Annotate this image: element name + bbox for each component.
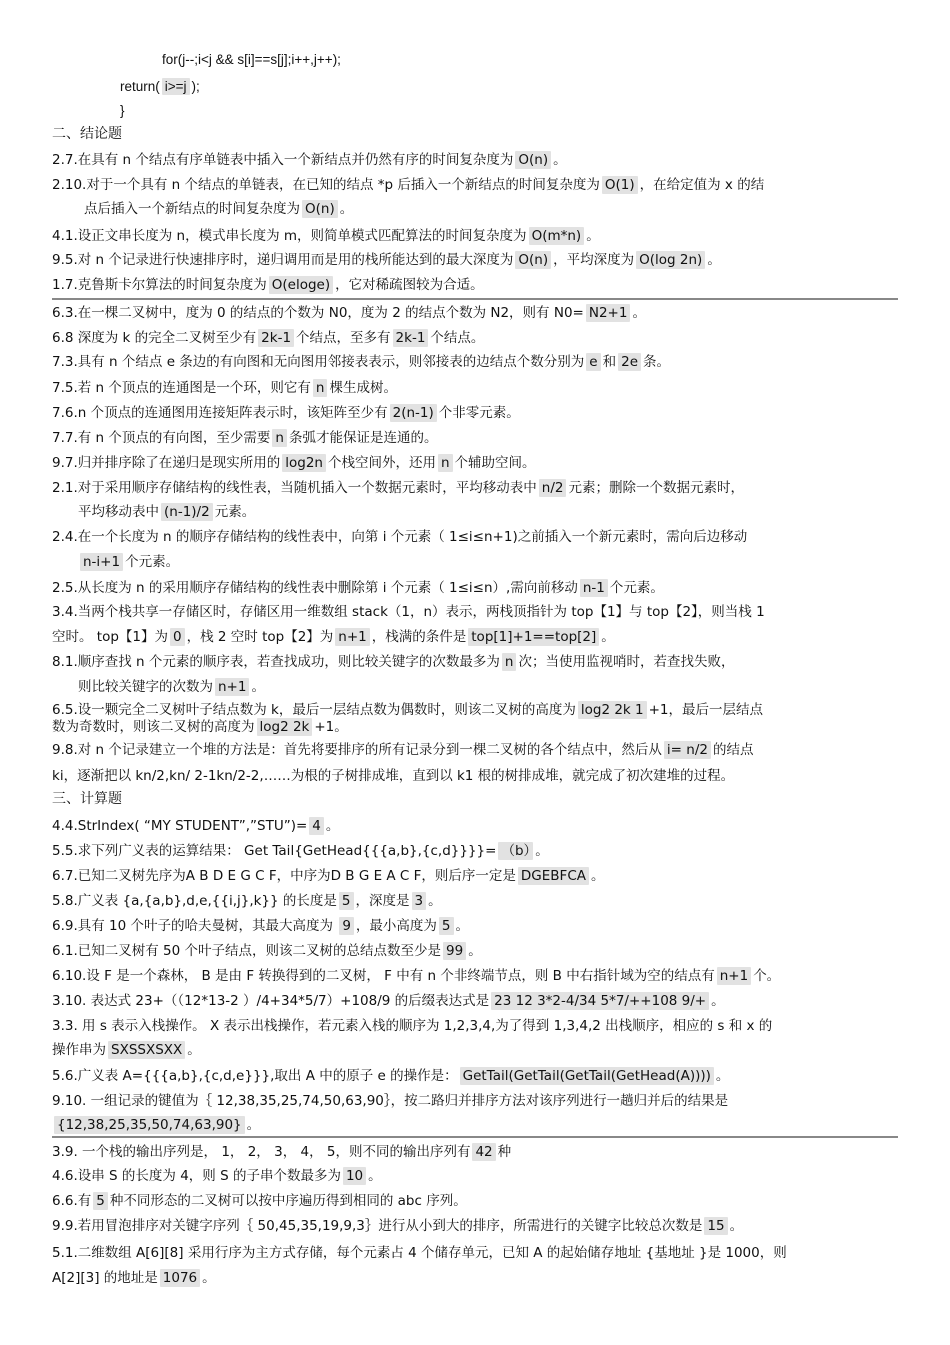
answer-blank: 2k-1 [258, 329, 294, 347]
question-text: 操作串为 [52, 1042, 106, 1058]
answer-blank: N2+1 [586, 304, 631, 322]
question-text: 。 [729, 1218, 744, 1234]
question-text: 6.5.设一颗完全二叉树叶子结点数为 k，最后一层结点数为偶数时，则该二叉树的高度为 [52, 702, 576, 718]
question-line [52, 627, 615, 647]
question-line [52, 1216, 743, 1236]
question-text: 个元素。 [609, 580, 664, 596]
question-text: 种不同形态的二叉树可以按中序遍历得到相同的 abc 序列。 [109, 1193, 467, 1209]
question-text: 5.5.求下列广义表的运算结果： Get Tail{GetHead{{{a,b},{c,d}}}}= [52, 843, 497, 859]
question-text: 7.3.具有 n 个结点 e 条边的有向图和无向图用邻接表表示，则邻接表的边结点个数分别为 [52, 354, 585, 370]
question-text: 6.8 深度为 k 的完全二叉树至少有 [52, 330, 257, 346]
question-text: 的结点 [712, 742, 754, 758]
question-text: 5.6.广义表 A={{{a,b},{c,d,e}}},取出 A 中的原子 e 的操作是： [52, 1068, 458, 1084]
answer-blank: 5 [439, 917, 454, 935]
answer-blank: n/2 [539, 479, 567, 497]
question-text: 2.7.在具有 n 个结点有序单链表中插入一个新结点并仍然有序的时间复杂度为 [52, 152, 514, 168]
question-line [52, 275, 484, 295]
answer-blank: (n-1)/2 [161, 503, 213, 521]
question-text: 9.7.归并排序除了在递归是现实所用的 [52, 455, 281, 471]
section-heading-conclusion: 二、结论题 [52, 126, 122, 142]
question-text: 2.10.对于一个具有 n 个结点的单链表，在已知的结点 *p 后插入一个新结点的时间复杂度为 [52, 177, 600, 193]
answer-blank: SXSSXSXX [108, 1041, 185, 1059]
question-text: 条。 [643, 354, 671, 370]
question-text: A[2][3] 的地址是 [52, 1270, 158, 1286]
answer-blank: 2k-1 [393, 329, 429, 347]
question-line [52, 328, 484, 348]
answer-blank: n-i+1 [80, 553, 123, 571]
question-text: ，最小高度为 [355, 918, 437, 934]
question-text: 。 [632, 305, 646, 321]
question-line [52, 1243, 787, 1263]
answer-blank: 0 [170, 628, 185, 646]
question-line [52, 740, 753, 760]
question-line [52, 378, 397, 398]
answer-blank: n [502, 653, 517, 671]
question-line [52, 175, 764, 195]
question-text: 。 [187, 1042, 201, 1058]
answer-blank: （b） [498, 842, 533, 860]
question-line [52, 150, 567, 170]
answer-blank: 5 [339, 892, 354, 910]
answer-blank: n [438, 454, 453, 472]
question-text: 。 [368, 1168, 382, 1184]
question-text: 9.8.对 n 个记录建立一个堆的方法是：首先将要排序的所有记录分到一棵二叉树的各个结点中，然后从 [52, 742, 662, 758]
question-text: 6.1.已知二叉树有 50 个叶子结点，则该二叉树的总结点数至少是 [52, 943, 442, 959]
answer-blank: 23 12 3*2-4/34 5*7/++108 9/+ [491, 992, 709, 1010]
question-text: 条弧才能保证是连通的。 [288, 430, 438, 446]
answer-blank: O(eloge) [269, 276, 333, 294]
question-line [52, 527, 747, 547]
question-line [52, 1115, 260, 1135]
answer-blank: log2n [282, 454, 326, 472]
question-text: ，栈满的条件是 [371, 629, 467, 645]
question-text: 。 [715, 1068, 730, 1084]
question-text: 7.6.n 个顶点的连通图用连接矩阵表示时，该矩阵至少有 [52, 405, 388, 421]
question-text: +1。 [314, 719, 348, 735]
question-text: 数为奇数时，则该二叉树的高度为 [52, 719, 255, 735]
question-text: 2.1.对于采用顺序存储结构的线性表，当随机插入一个数据元素时，平均移动表中 [52, 480, 537, 496]
question-text: 6.9.具有 10 个叶子的哈夫曼树，其最大高度为 [52, 918, 338, 934]
question-text: 1.7.克鲁斯卡尔算法的时间复杂度为 [52, 277, 267, 293]
question-text: 8.1.顺序查找 n 个元素的顺序表，若查找成功，则比较关键字的次数最多为 [52, 654, 500, 670]
answer-blank: 9 [339, 917, 354, 935]
answer-blank: 4 [309, 817, 324, 835]
question-text: 个结点，至多有 [296, 330, 391, 346]
question-text: 。 [590, 868, 605, 884]
question-text: 6.6.有 [52, 1193, 92, 1209]
answer-blank: i= n/2 [664, 741, 711, 759]
question-text: 6.3.在一棵二叉树中，度为 0 的结点的个数为 N0，度为 2 的结点个数为 N2，则有 N0= [52, 305, 584, 321]
answer-blank: n+1 [717, 967, 751, 985]
answer-blank: GetTail(GetTail(GetTail(GetHead(A)))) [460, 1067, 714, 1085]
question-text: 个栈空间外，还用 [328, 455, 436, 471]
question-text: 。 [246, 1117, 261, 1133]
question-line [52, 1268, 216, 1288]
answer-blank: 2(n-1) [390, 404, 437, 422]
answer-blank: O(n) [515, 151, 551, 169]
question-text: 元素。 [214, 504, 256, 520]
question-text: ki，逐渐把以 kn/2,kn/ 2-1kn/2-2,……为根的子树排成堆，直到以 k1 根的树排成堆，就完成了初次建堆的过程。 [52, 768, 735, 784]
answer-blank: i>=j [162, 78, 190, 95]
question-text: ，在给定值为 x 的结 [639, 177, 765, 193]
question-line [52, 428, 437, 448]
question-text: 则比较关键字的次数为 [78, 679, 213, 695]
question-line [52, 991, 725, 1011]
question-line [52, 602, 765, 622]
answer-blank: DGEBFCA [518, 867, 589, 885]
answer-blank: n+1 [335, 628, 369, 646]
answer-blank: log2 2k 1 [578, 701, 647, 719]
question-text: 棵生成树。 [329, 380, 397, 396]
question-line [78, 677, 265, 697]
question-text: 5.1.二维数组 A[6][8] 采用行序为主方式存储，每个元素占 4 个储存单元，已知 A 的起始储存地址 {基地址 }是 1000，则 [52, 1245, 787, 1261]
question-line [52, 250, 721, 270]
question-line [78, 552, 179, 572]
question-line [52, 816, 339, 836]
question-text: 个。 [753, 968, 781, 984]
question-line [52, 352, 670, 372]
question-line [52, 1040, 201, 1060]
question-line [52, 916, 469, 936]
question-line [52, 966, 780, 986]
question-text: 。 [707, 252, 721, 268]
answer-blank: O(n) [515, 251, 551, 269]
question-text: 9.9.若用冒泡排序对关键字序列｛ 50,45,35,19,9,3｝进行从小到大的排序，所需进行的关键字比较总次数是 [52, 1218, 703, 1234]
question-text: 。 [202, 1270, 216, 1286]
answer-blank: 2e [618, 353, 641, 371]
question-text: 平均移动表中 [78, 504, 159, 520]
question-text: 5.8.广义表 {a,{a,b},d,e,{{i,j},k}} 的长度是 [52, 893, 337, 909]
answer-blank: O(m*n) [529, 227, 585, 245]
answer-blank: top[1]+1==top[2] [468, 628, 599, 646]
question-text: 。 [428, 893, 442, 909]
question-line [52, 841, 549, 861]
question-text: 。 [468, 943, 482, 959]
question-text: 。 [535, 843, 549, 859]
answer-blank: 1076 [160, 1269, 200, 1287]
question-line [52, 891, 442, 911]
question-text: 。 [251, 679, 265, 695]
question-text: +1，最后一层结点 [648, 702, 764, 718]
answer-blank: 3 [412, 892, 427, 910]
question-line [52, 1166, 382, 1186]
question-text: 个辅助空间。 [454, 455, 536, 471]
question-line [52, 717, 348, 737]
question-text: 7.7.有 n 个顶点的有向图，至少需要 [52, 430, 271, 446]
question-line [52, 1016, 772, 1036]
section-divider [52, 1136, 898, 1138]
answer-blank: n-1 [580, 579, 608, 597]
question-text: 。 [325, 818, 340, 834]
question-line [52, 303, 646, 323]
question-text: ，平均深度为 [553, 252, 635, 268]
answer-blank: e [586, 353, 600, 371]
answer-blank: log2 2k [257, 718, 313, 736]
question-line [52, 226, 600, 246]
code-return-line [120, 77, 200, 97]
answer-blank: 15 [704, 1217, 727, 1235]
question-line [52, 766, 734, 786]
question-text: ，栈 2 空时 top【2】为 [186, 629, 334, 645]
answer-blank: n [272, 429, 287, 447]
question-line [52, 453, 536, 473]
answer-blank: O(log 2n) [636, 251, 705, 269]
question-text: 空时。 top【1】为 [52, 629, 169, 645]
question-text: 。 [601, 629, 615, 645]
question-text: 2.5.从长度为 n 的采用顺序存储结构的线性表中删除第 i 个元素（ 1≤i≤n）,需向前移动 [52, 580, 578, 596]
question-text: 次；当使用监视哨时，若查找失败， [518, 654, 735, 670]
answer-blank: 5 [93, 1192, 108, 1210]
question-text: 。 [553, 152, 567, 168]
question-text: 。 [586, 228, 600, 244]
question-line [52, 866, 604, 886]
question-text: 个非零元素。 [438, 405, 520, 421]
question-text: 。 [711, 993, 725, 1009]
answer-blank: 10 [343, 1167, 366, 1185]
question-text: 和 [602, 354, 617, 370]
answer-blank: {12,38,25,35,50,74,63,90} [54, 1116, 245, 1134]
question-text: 。 [455, 918, 469, 934]
question-text: 9.5.对 n 个记录进行快速排序时，递归调用而是用的栈所能达到的最大深度为 [52, 252, 514, 268]
question-text: 3.4.当两个栈共享一存储区时，存储区用一维数组 stack（1，n）表示，两栈顶指针为 top【1】与 top【2】，则当栈 1 [52, 604, 765, 620]
question-text: 3.10. 表达式 23+（（12*13-2 ）/4+34*5/7）+108/9 的后缀表达式是 [52, 993, 490, 1009]
question-line [52, 1066, 729, 1086]
question-text: 6.7.已知二叉树先序为A B D E G C F，中序为D B G E A C F，则后序一定是 [52, 868, 516, 884]
question-line [52, 1091, 728, 1111]
question-line [52, 1142, 511, 1162]
code-return-suffix: ); [191, 79, 200, 94]
answer-blank: 42 [472, 1143, 495, 1161]
answer-blank: O(1) [602, 176, 638, 194]
question-text: 。 [339, 201, 354, 217]
question-text: 个结点。 [430, 330, 485, 346]
question-text: 2.4.在一个长度为 n 的顺序存储结构的线性表中，向第 i 个元素（ 1≤i≤n+1)之前插入一个新元素时，需向后边移动 [52, 529, 748, 545]
section-divider [52, 298, 898, 300]
question-text: 元素；删除一个数据元素时， [568, 480, 744, 496]
answer-blank: 99 [443, 942, 466, 960]
question-text: 种 [497, 1144, 512, 1160]
question-text: 4.4.StrIndex( “MY STUDENT”,”STU”)= [52, 818, 308, 834]
question-text: 点后插入一个新结点的时间复杂度为 [84, 201, 300, 217]
answer-blank: n+1 [215, 678, 249, 696]
code-return-prefix: return( [120, 79, 160, 94]
question-text: 7.5.若 n 个顶点的连通图是一个环，则它有 [52, 380, 311, 396]
question-line [52, 578, 664, 598]
question-line [78, 502, 255, 522]
question-line [52, 1191, 467, 1211]
question-text: 个元素。 [125, 554, 180, 570]
section-heading-calculation: 三、计算题 [52, 791, 122, 807]
question-text: 6.10.设 F 是一个森林， B 是由 F 转换得到的二叉树， F 中有 n 个非终端节点，则 B 中右指针域为空的结点有 [52, 968, 715, 984]
question-line [52, 478, 744, 498]
answer-blank: O(n) [302, 200, 338, 218]
answer-blank: n [313, 379, 328, 397]
question-text: 3.3. 用 s 表示入栈操作。 X 表示出栈操作，若元素入栈的顺序为 1,2,3,4,为了得到 1,3,4,2 出栈顺序，相应的 s 和 x 的 [52, 1018, 773, 1034]
code-for-line: for(j--;i<j && s[i]==s[j];i++,j++); [162, 52, 341, 67]
code-close-brace: } [120, 103, 125, 118]
question-line [52, 652, 734, 672]
question-text: 3.9. 一个栈的输出序列是， 1， 2， 3， 4， 5，则不同的输出序列有 [52, 1144, 471, 1160]
question-line [52, 941, 482, 961]
question-text: ，深度是 [355, 893, 410, 909]
question-text: 9.10. 一组记录的键值为｛ 12,38,35,25,74,50,63,90｝，按二路归并排序方法对该序列进行一趟归并后的结果是 [52, 1093, 729, 1109]
question-text: ，它对稀疏图较为合适。 [335, 277, 484, 293]
question-line [84, 199, 353, 219]
question-text: 4.1.设正文串长度为 n，模式串长度为 m，则简单模式匹配算法的时间复杂度为 [52, 228, 527, 244]
question-text: 4.6.设串 S 的长度为 4，则 S 的子串个数最多为 [52, 1168, 341, 1184]
question-line [52, 403, 520, 423]
